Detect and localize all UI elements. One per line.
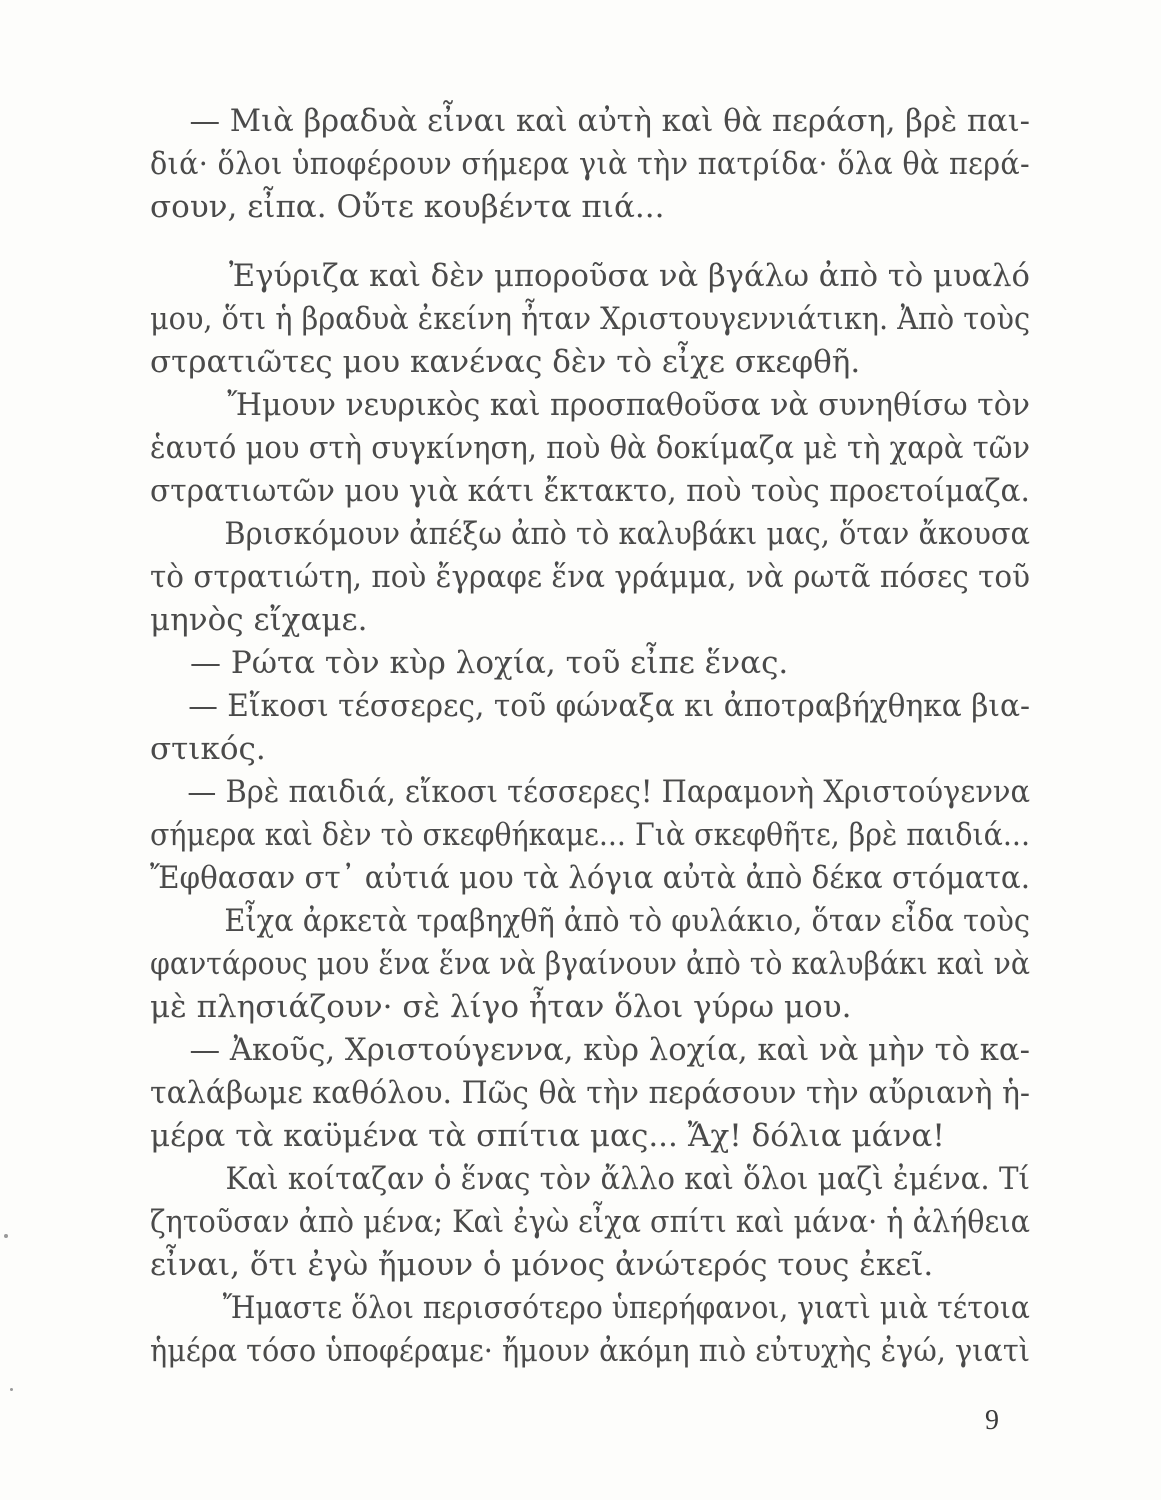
text-line: Ἔφθασαν στ᾽ αὐτιά μου τὰ λόγια αὐτὰ ἀπὸ δέκα στόματα. [150, 860, 1031, 896]
text-line: στρατιωτῶν μου γιὰ κάτι ἔκτακτο, ποὺ τοὺς προετοίμαζα. [150, 473, 1030, 509]
text-line: στικός. [150, 731, 266, 767]
text-line: σήμερα καὶ δὲν τὸ σκεφθήκαμε... Γιὰ σκεφθῆτε, βρὲ παιδιά... [150, 817, 1031, 853]
text-line: — Ρώτα τὸν κὺρ λοχία, τοῦ εἶπε ἕνας. [190, 645, 789, 681]
text-line: μέρα τὰ καϋμένα τὰ σπίτια μας... Ἄχ! δόλια μάνα! [150, 1118, 945, 1154]
scan-speck [4, 1234, 8, 1238]
text-line: Ἤμαστε ὅλοι περισσότερο ὑπερήφανοι, γιατὶ μιὰ τέτοια [222, 1290, 1030, 1326]
text-line: διά· ὅλοι ὑποφέρουν σήμερα γιὰ τὴν πατρίδα· ὅλα θὰ περά- [150, 146, 1031, 182]
text-line: τὸ στρατιώτη, ποὺ ἔγραφε ἕνα γράμμα, νὰ ρωτᾶ πόσες τοῦ [150, 559, 1031, 595]
body-text [150, 100, 1030, 1373]
text-line: ζητοῦσαν ἀπὸ μένα; Καὶ ἐγὼ εἶχα σπίτι καὶ μάνα· ἡ ἀλήθεια [150, 1204, 1030, 1240]
text-line: μηνὸς εἴχαμε. [150, 602, 368, 638]
text-line: εἶναι, ὅτι ἐγὼ ἤμουν ὁ μόνος ἀνώτερός τους ἐκεῖ. [150, 1247, 934, 1283]
text-line: στρατιῶτες μου κανένας δὲν τὸ εἶχε σκεφθῆ. [150, 344, 861, 380]
text-line: Ἤμουν νευρικὸς καὶ προσπαθοῦσα νὰ συνηθίσω τὸν [227, 387, 1030, 423]
text-line: Καὶ κοίταζαν ὁ ἕνας τὸν ἄλλο καὶ ὅλοι μαζὶ ἐμένα. Τί [225, 1161, 1030, 1197]
text-line: ἡμέρα τόσο ὑποφέραμε· ἤμουν ἀκόμη πιὸ εὐτυχὴς ἐγώ, γιατὶ [150, 1333, 1030, 1369]
text-line: — Εἴκοσι τέσσερες, τοῦ φώναξα κι ἀποτραβήχθηκα βια- [188, 688, 1030, 724]
page-number: 9 [985, 1405, 999, 1436]
text-line: — Μιὰ βραδυὰ εἶναι καὶ αὐτὴ καὶ θὰ περάση, βρὲ παι- [189, 103, 1031, 139]
text-line: — Βρὲ παιδιά, εἴκοσι τέσσερες! Παραμονὴ Χριστούγεννα [187, 774, 1031, 810]
text-line: ἑαυτό μου στὴ συγκίνηση, ποὺ θὰ δοκίμαζα μὲ τὴ χαρὰ τῶν [150, 430, 1031, 466]
text-line: Βρισκόμουν ἀπέξω ἀπὸ τὸ καλυβάκι μας, ὅταν ἄκουσα [224, 516, 1031, 552]
scan-speck [10, 1388, 13, 1391]
text-line: Ἐγύριζα καὶ δὲν μποροῦσα νὰ βγάλω ἀπὸ τὸ μυαλό [229, 258, 1030, 294]
paragraph-gap [150, 229, 1030, 255]
text-line: Εἶχα ἀρκετὰ τραβηχθῆ ἀπὸ τὸ φυλάκιο, ὅταν εἶδα τοὺς [224, 903, 1030, 939]
text-line: ταλάβωμε καθόλου. Πῶς θὰ τὴν περάσουν τὴν αὔριανὴ ἡ- [150, 1075, 1031, 1111]
text-line: — Ἀκοῦς, Χριστούγεννα, κὺρ λοχία, καὶ νὰ μὴν τὸ κα- [189, 1032, 1030, 1068]
text-line: μὲ πλησιάζουν· σὲ λίγο ἦταν ὅλοι γύρω μου. [150, 989, 852, 1025]
text-line: μου, ὅτι ἡ βραδυὰ ἐκείνη ἦταν Χριστουγεννιάτικη. Ἀπὸ τοὺς [150, 301, 1031, 337]
text-line: φαντάρους μου ἕνα ἕνα νὰ βγαίνουν ἀπὸ τὸ καλυβάκι καὶ νὰ [150, 946, 1030, 982]
text-line: σουν, εἶπα. Οὔτε κουβέντα πιά... [150, 189, 665, 225]
